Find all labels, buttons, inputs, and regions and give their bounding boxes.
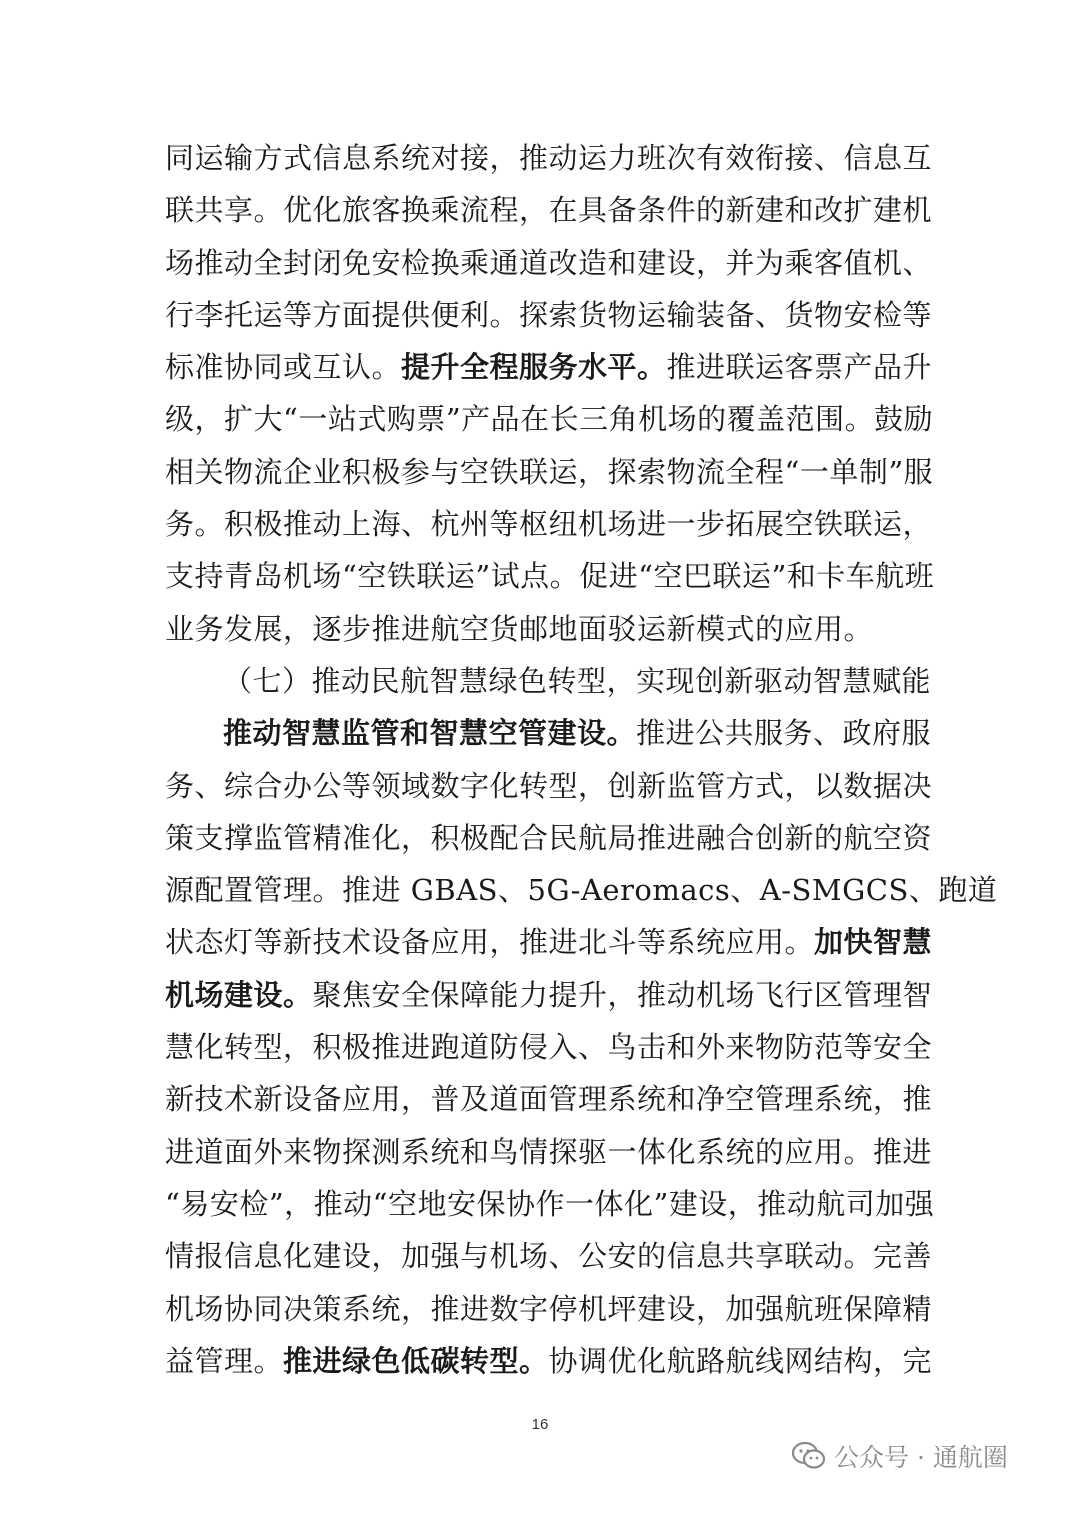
body-text: 益管理。 bbox=[165, 1343, 284, 1378]
text-line bbox=[165, 603, 915, 655]
body-text: 慧化转型，积极推进跑道防侵入、鸟击和外来物防范等安全 bbox=[165, 1030, 933, 1065]
body-text: 推进公共服务、政府服 bbox=[636, 716, 932, 751]
text-line bbox=[165, 237, 933, 289]
text-line bbox=[165, 289, 933, 341]
body-text: 策支撑监管精准化，积极配合民航局推进融合创新的航空资 bbox=[165, 820, 933, 855]
text-line bbox=[165, 1021, 933, 1073]
text-line bbox=[165, 132, 933, 184]
watermark-text: 公众号 · 通航圈 bbox=[834, 1443, 1008, 1472]
text-line bbox=[165, 864, 998, 916]
body-text: 推进联运客票产品升 bbox=[666, 350, 933, 385]
text-line bbox=[165, 1073, 933, 1125]
bold-heading-text: 机场建设。 bbox=[165, 977, 313, 1012]
body-text: 情报信息化建设，加强与机场、公安的信息共享联动。完善 bbox=[165, 1239, 933, 1274]
text-line bbox=[165, 1283, 933, 1335]
body-text: 务、综合办公等领域数字化转型，创新监管方式，以数据决 bbox=[165, 768, 933, 803]
text-line bbox=[165, 760, 933, 812]
document-body bbox=[165, 132, 998, 1387]
wechat-icon bbox=[792, 1441, 826, 1471]
body-text: 标准协同或互认。 bbox=[165, 350, 402, 385]
body-text: 新技术新设备应用，普及道面管理系统和净空管理系统，推 bbox=[165, 1082, 933, 1117]
text-line bbox=[165, 1335, 933, 1387]
bold-heading-text: 推进绿色低碳转型。 bbox=[283, 1343, 549, 1378]
text-line bbox=[165, 707, 932, 759]
body-text: 联共享。优化旅客换乘流程，在具备条件的新建和改扩建机 bbox=[165, 193, 933, 228]
body-text: 同运输方式信息系统对接，推动运力班次有效衔接、信息互 bbox=[165, 141, 933, 175]
body-text: “易安检”，推动“空地安保协作一体化”建设，推动航司加强 bbox=[165, 1186, 935, 1221]
body-text: 行李托运等方面提供便利。探索货物运输装备、货物安检等 bbox=[165, 297, 933, 332]
body-text: 状态灯等新技术设备应用，推进北斗等系统应用。 bbox=[165, 925, 815, 960]
text-line bbox=[165, 550, 935, 602]
text-line bbox=[165, 1178, 935, 1230]
body-text: 务。积极推动上海、杭州等枢纽机场进一步拓展空铁联运， bbox=[165, 507, 933, 542]
text-line bbox=[165, 655, 932, 707]
text-line bbox=[165, 812, 933, 864]
body-text: 聚焦安全保障能力提升，推动机场飞行区管理智 bbox=[312, 977, 933, 1012]
body-text: 进道面外来物探测系统和鸟情探驱一体化系统的应用。推进 bbox=[165, 1134, 933, 1169]
body-text: （七）推动民航智慧绿色转型，实现创新驱动智慧赋能 bbox=[223, 663, 932, 698]
body-text: 相关物流企业积极参与空铁联运，探索物流全程“一单制”服 bbox=[165, 454, 934, 489]
text-line bbox=[165, 184, 933, 236]
bold-heading-text: 加快智慧 bbox=[814, 925, 933, 960]
bold-heading-text: 提升全程服务水平。 bbox=[401, 350, 667, 385]
text-line bbox=[165, 446, 934, 498]
text-line bbox=[165, 1126, 933, 1178]
body-text: 业务发展，逐步推进航空货邮地面驳运新模式的应用。 bbox=[165, 611, 874, 646]
page-number: 16 bbox=[531, 1416, 549, 1433]
body-text: 支持青岛机场“空铁联运”试点。促进“空巴联运”和卡车航班 bbox=[165, 559, 935, 594]
text-line bbox=[165, 969, 933, 1021]
bold-heading-text: 推动智慧监管和智慧空管建设。 bbox=[223, 716, 637, 751]
text-line bbox=[165, 498, 933, 550]
watermark bbox=[792, 1434, 1008, 1478]
text-line bbox=[165, 916, 933, 968]
body-text: 级，扩大“一站式购票”产品在长三角机场的覆盖范围。鼓励 bbox=[165, 402, 934, 437]
body-text: 源配置管理。推进 GBAS、5G-Aeromacs、A-SMGCS、跑道 bbox=[165, 873, 998, 908]
body-text: 场推动全封闭免安检换乘通道改造和建设，并为乘客值机、 bbox=[165, 245, 933, 280]
text-line bbox=[165, 393, 934, 445]
text-line bbox=[165, 1230, 933, 1282]
body-text: 机场协同决策系统，推进数字停机坪建设，加强航班保障精 bbox=[165, 1291, 933, 1326]
body-text: 协调优化航路航线网结构，完 bbox=[548, 1343, 933, 1378]
text-line bbox=[165, 341, 933, 393]
